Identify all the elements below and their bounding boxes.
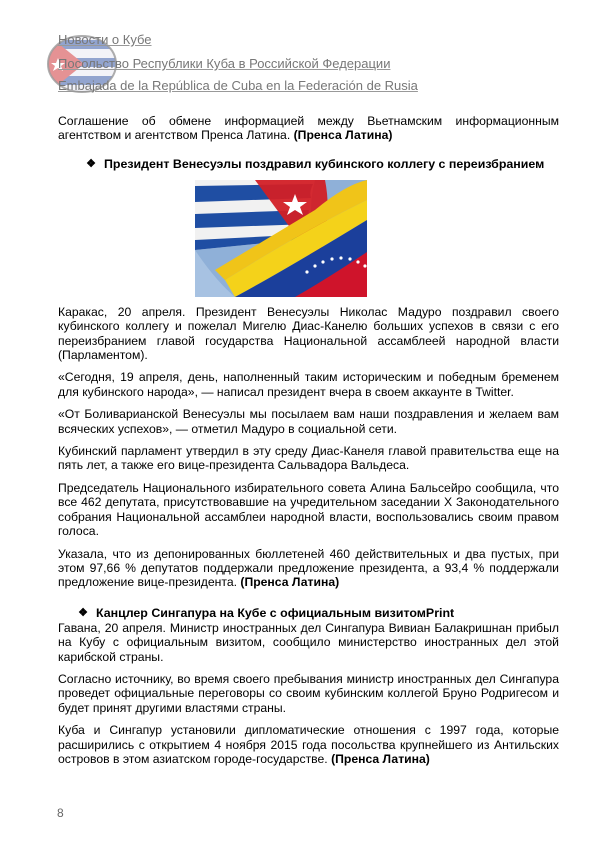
article1-paragraph-4: Кубинский парламент утвердил в эту среду Диас-Канеля главой правительства еще на пять лет, а также его вице-президента Сальвадора Вальдеса. bbox=[58, 444, 559, 473]
article1-heading-row bbox=[58, 157, 559, 172]
page-number: 8 bbox=[57, 806, 64, 820]
page-content bbox=[58, 114, 559, 774]
article1-heading: Президент Венесуэлы поздравил кубинского коллегу с переизбранием bbox=[104, 156, 545, 171]
article2-paragraph-3-text: Куба и Сингапур установили дипломатические отношения с 1997 года, которые расширились с открытием 4 ноября 2015 года посольства крупнейшего из Антильских островов в этом азиатском городе-государстве. bbox=[58, 723, 559, 766]
diamond-bullet-icon: ❖ bbox=[86, 157, 96, 170]
header-embassy-es: Embajada de la República de Cuba en la Federación de Rusia bbox=[58, 78, 418, 93]
article1-paragraph-2: «Сегодня, 19 апреля, день, наполненный таким историческим и победным бременем для кубинского народа», — написал президент вчера в своем аккаунте в Twitter. bbox=[58, 370, 559, 399]
article0-text: Соглашение об обмене информацией между Вьетнамским информационным агентством и агентством Пренса Латина. bbox=[58, 114, 559, 143]
article2-heading-row bbox=[58, 606, 559, 621]
article2-paragraph-2: Согласно источнику, во время своего пребывания министр иностранных дел Сингапура проведет официальные переговоры со своим кубинским коллегой Бруно Родригесом и будет принят другими властями страны. bbox=[58, 671, 559, 715]
page-header bbox=[44, 28, 564, 100]
article0-paragraph bbox=[58, 114, 559, 143]
article2-paragraph-3 bbox=[58, 723, 559, 766]
article2-source: (Пренса Латина) bbox=[331, 751, 430, 766]
cuba-venezuela-flags-photo bbox=[195, 180, 367, 297]
article1-paragraph-3: «От Боливарианской Венесуэлы мы посылаем вам наши поздравления и желаем вам всяческих успехов», — отметил Мадуро в социальной сети. bbox=[58, 407, 559, 436]
header-title: Новости о Кубе bbox=[58, 32, 152, 47]
article1-paragraph-6-text: Указала, что из депонированных бюллетеней 460 действительных и два пустых, при этом 97,66 % депутатов поддержали предложение президента, а 93,4 % поддержали предложение вице-президента. bbox=[58, 546, 559, 590]
article2-heading: Канцлер Сингапура на Кубе с официальным визитомPrint bbox=[96, 605, 455, 620]
article1-paragraph-5: Председатель Национального избирательного совета Алина Бальсейро сообщила, что все 462 депутата, присутствовавшие на учредительном заседании X Законодательного собрания Национальной ассамблеи народной власти, воспользовались своим правом голоса. bbox=[58, 480, 559, 539]
article2-paragraph-1: Гавана, 20 апреля. Министр иностранных дел Сингапура Вивиан Балакришнан прибыл на Кубу с официальным визитом, сообщило министерство иностранных дел этой карибской страны. bbox=[58, 620, 559, 664]
article1-paragraph-6 bbox=[58, 547, 559, 590]
header-embassy-ru: Посольство Республики Куба в Российской Федерации bbox=[58, 56, 391, 71]
diamond-bullet-icon: ❖ bbox=[78, 606, 88, 619]
article0-source: (Пренса Латина) bbox=[293, 128, 393, 143]
article1-source: (Пренса Латина) bbox=[240, 575, 340, 590]
article1-paragraph-1: Каракас, 20 апреля. Президент Венесуэлы Николас Мадуро поздравил своего кубинского коллегу и пожелал Мигелю Диас-Канелю больших успехов в связи с его переизбранием главой государства Национальной ассамблеей народной власти (Парламентом). bbox=[58, 304, 559, 363]
